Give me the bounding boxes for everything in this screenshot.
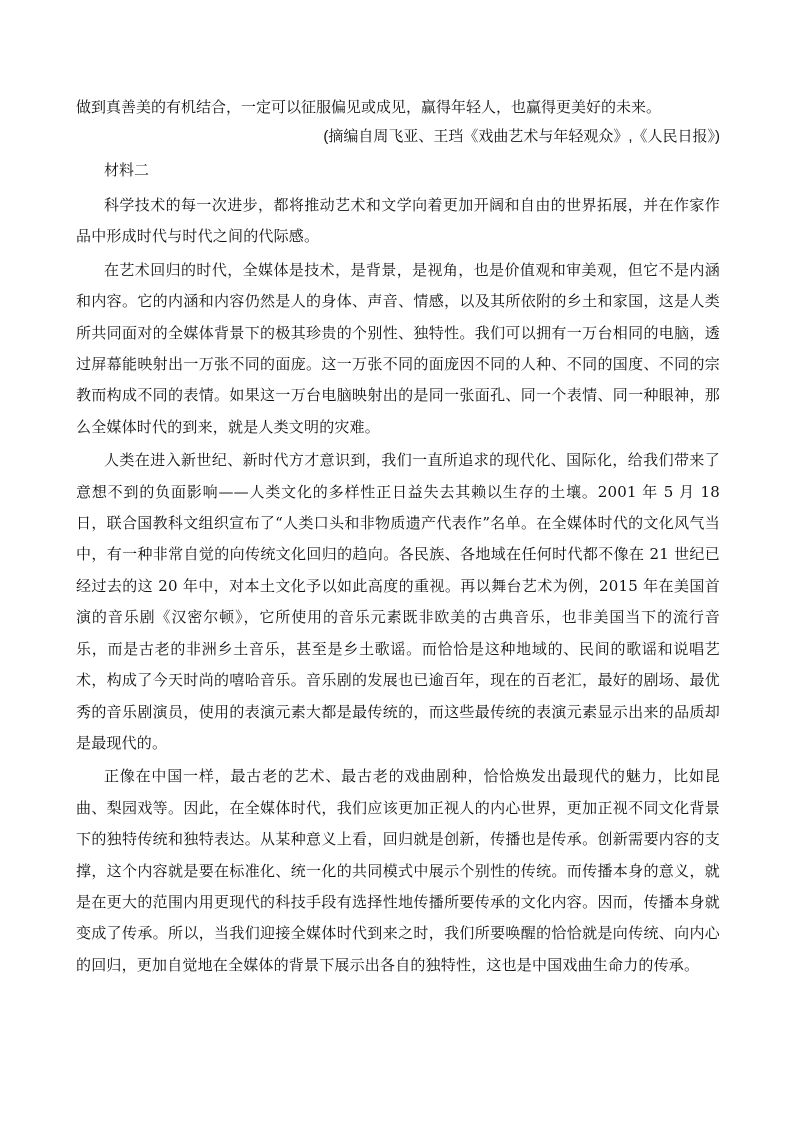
continuation-paragraph: 做到真善美的有机结合，一定可以征服偏见或成见，赢得年轻人，也赢得更美好的未来。 (76, 98, 662, 116)
body-paragraph: 科学技术的每一次进步，都将推动艺术和文学向着更加开阔和自由的世界拓展，并在作家作品中形成时代与时代之间的代际感。 (76, 196, 720, 246)
document-page (76, 92, 720, 983)
section-heading: 材料二 (104, 162, 150, 179)
source-citation: (摘编自周飞亚、王珰《戏曲艺术与年轻观众》,《人民日报》) (323, 128, 720, 145)
body-paragraph: 人类在进入新世纪、新时代方才意识到，我们一直所追求的现代化、国际化，给我们带来了意想不到的负面影响——人类文化的多样性正日益失去其赖以生存的土壤。2001 年 5 月 18 日，联合国教科文组织宣布了“人类口头和非物质遗产代表作”名单。在全媒体时代的文化风气当中，有一种非常自觉的向传统文化回归的趋向。各民族、各地域在任何时代都不像在 21 世纪已经过去的这 20 年中，对本土文化予以如此高度的重视。再以舞台艺术为例，2015 年在美国首演的音乐剧《汉密尔顿》，它所使用的音乐元素既非欧美的古典音乐，也非美国当下的流行音乐，而是古老的非洲乡土音乐，甚至是乡土歌谣。而恰恰是这种地域的、民间的歌谣和说唱艺术，构成了今天时尚的嘻哈音乐。音乐剧的发展也已逾百年，现在的百老汇，最好的剧场、最优秀的音乐剧演员，使用的表演元素大都是最传统的，而这些最传统的表演元素显示出来的品质却是最现代的。 (76, 451, 720, 752)
body-paragraph: 在艺术回归的时代，全媒体是技术，是背景，是视角，也是价值观和审美观，但它不是内涵和内容。它的内涵和内容仍然是人的身体、声音、情感，以及其所依附的乡土和家国，这是人类所共同面对的全媒体背景下的极其珍贵的个别性、独特性。我们可以拥有一万台相同的电脑，透过屏幕能映射出一万张不同的面庞。这一万张不同的面庞因不同的人种、不同的国度、不同的宗教而构成不同的表情。如果这一万台电脑映射出的是同一张面孔、同一个表情、同一种眼神，那么全媒体时代的到来，就是人类文明的灾难。 (76, 260, 720, 436)
body-paragraph: 正像在中国一样，最古老的艺术、最古老的戏曲剧种，恰恰焕发出最现代的魅力，比如昆曲、梨园戏等。因此，在全媒体时代，我们应该更加正视人的内心世界，更加正视不同文化背景下的独特传统和独特表达。从某种意义上看，回归就是创新，传播也是传承。创新需要内容的支撑，这个内容就是要在标准化、统一化的共同模式中展示个别性的传统。而传播本身的意义，就是在更大的范围内用更现代的科技手段有选择性地传播所要传承的文化内容。因而，传播本身就变成了传承。所以，当我们迎接全媒体时代到来之时，我们所要唤醒的恰恰就是向传统、向内心的回归，更加自觉地在全媒体的背景下展示出各自的独特性，这也是中国戏曲生命力的传承。 (76, 767, 720, 974)
